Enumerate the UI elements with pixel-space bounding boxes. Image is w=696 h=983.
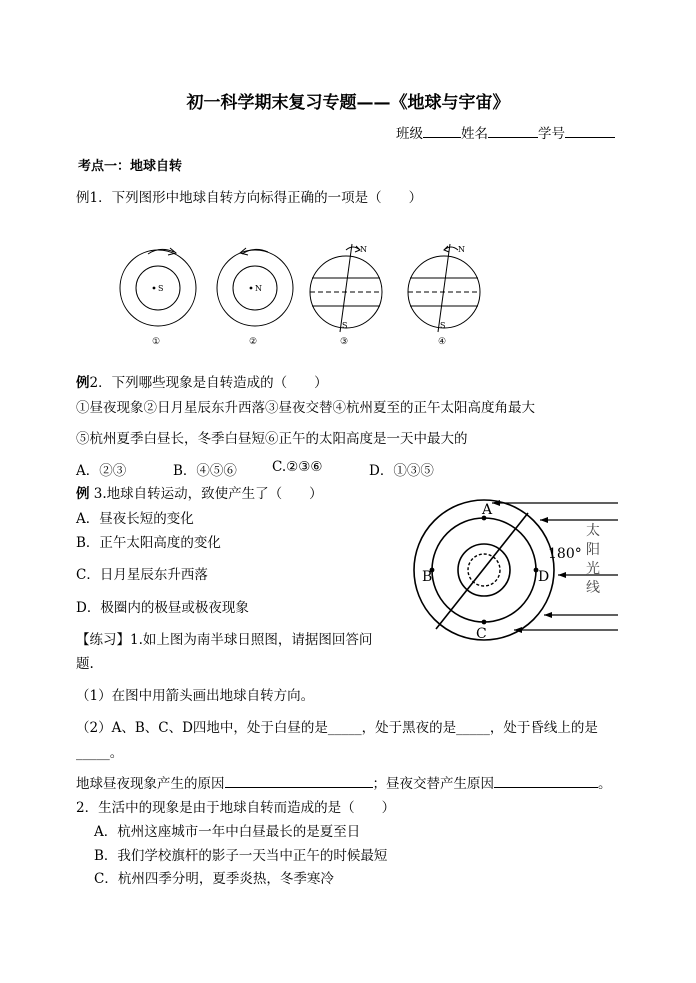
name-label: 姓名 — [461, 126, 488, 142]
example3-option-c: C．日月星辰东升西落 — [76, 567, 208, 583]
example3-text: 3.地球自转运动，致使产生了（ ） — [89, 486, 323, 502]
practice-q2-line2: _____。 — [76, 745, 124, 761]
figure-4 — [408, 244, 480, 347]
example2-prefix: 例 — [76, 375, 90, 391]
example2-question — [76, 371, 328, 391]
reason-a: 地球昼夜现象产生的原因 — [76, 776, 225, 792]
figure-1 — [120, 248, 196, 347]
sun-label-2: 阳 — [586, 542, 600, 558]
practice-text: 1.如上图为南半球日照图，请据图回答问 — [130, 632, 373, 648]
rotation-figures — [110, 238, 490, 350]
q2-option-b: B．我们学校旗杆的影子一天当中正午的时候最短 — [94, 848, 388, 864]
sun-label-1: 太 — [586, 523, 600, 539]
q2-question: 2．生活中的现象是由于地球自转而造成的是（ ） — [76, 800, 396, 816]
reason-end: 。 — [598, 776, 612, 792]
practice-line1 — [76, 628, 372, 648]
example1-question: 例1．下列图形中地球自转方向标得正确的一项是（ ） — [76, 190, 423, 206]
reason-b-blank — [494, 775, 598, 788]
point-d: D — [538, 569, 550, 585]
figure-2-label: ② — [249, 337, 258, 347]
page-title: 初一科学期末复习专题——《地球与宇宙》 — [186, 93, 510, 113]
example3-prefix: 例 — [76, 486, 90, 502]
southern-hemisphere-diagram — [410, 497, 630, 643]
figure-3-north: N — [360, 245, 367, 254]
figure-3-south: S — [342, 321, 348, 330]
student-info — [396, 122, 615, 142]
example2-option-c: C.②③⑥ — [272, 459, 323, 475]
q2-option-c: C．杭州四季分明，夏季炎热，冬季寒冷 — [94, 871, 334, 887]
class-blank — [423, 125, 461, 138]
class-label: 班级 — [396, 126, 423, 142]
example2-option-d: D．①③⑤ — [369, 463, 434, 479]
figure-1-label: ① — [152, 337, 161, 347]
id-label: 学号 — [538, 126, 565, 142]
example2-line1: ①昼夜现象②日月星辰东升西落③昼夜交替④杭州夏至的正午太阳高度角最大 — [76, 400, 535, 416]
figure-3-label: ③ — [340, 337, 349, 347]
angle-label: 180° — [548, 546, 582, 562]
practice-q2-line1: （2）A、B、C、D四地中，处于白昼的是_____，处于黑夜的是_____，处于昏线上的是 — [76, 720, 598, 736]
figure-2 — [217, 248, 293, 347]
example2-text: 2．下列哪些现象是自转造成的（ ） — [89, 375, 328, 391]
figure-1-pole: S — [158, 284, 164, 293]
reason-line — [76, 772, 612, 792]
figure-3 — [310, 244, 382, 347]
figure-4-south: S — [440, 321, 446, 330]
reason-b: ；昼夜交替产生原因 — [372, 776, 494, 792]
id-blank — [565, 125, 615, 138]
figure-4-label: ④ — [438, 337, 447, 347]
point-b: B — [422, 569, 433, 585]
example3-option-d: D．极圈内的极昼或极夜现象 — [76, 600, 249, 616]
sun-label-3: 光 — [586, 561, 600, 577]
point-c: C — [476, 626, 487, 642]
example2-option-a: A．②③ — [76, 463, 127, 479]
figure-4-north: N — [458, 245, 465, 254]
reason-a-blank — [225, 775, 373, 788]
practice-line2: 题. — [76, 656, 94, 672]
name-blank — [488, 125, 538, 138]
practice-q1: （1）在图中用箭头画出地球自转方向。 — [76, 688, 315, 704]
figure-2-pole: N — [255, 284, 262, 293]
q2-option-a: A．杭州这座城市一年中白昼最长的是夏至日 — [94, 824, 361, 840]
sun-label-4: 线 — [586, 580, 600, 596]
point-a: A — [482, 502, 493, 518]
section-heading: 考点一：地球自转 — [78, 159, 183, 174]
example3-question — [76, 482, 323, 502]
practice-label: 【练习】 — [76, 632, 130, 648]
example2-line2: ⑤杭州夏季白昼长，冬季白昼短⑥正午的太阳高度是一天中最大的 — [76, 431, 468, 447]
example3-option-a: A．昼夜长短的变化 — [76, 511, 194, 527]
example3-option-b: B．正午太阳高度的变化 — [76, 535, 221, 551]
example2-option-b: B．④⑤⑥ — [173, 463, 237, 479]
